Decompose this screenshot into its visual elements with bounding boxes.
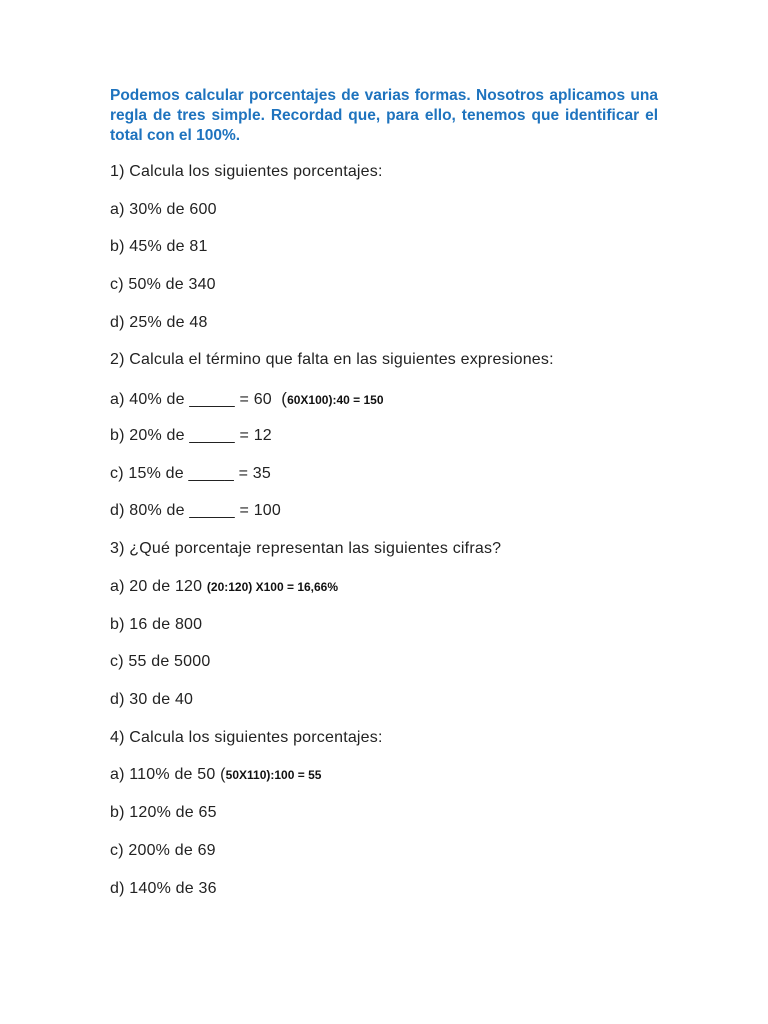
section2-hint: 60X100):40 = 150: [287, 393, 384, 407]
section4-item-a: [110, 766, 321, 784]
section2-item-d: d) 80% de _____ = 100: [110, 502, 282, 519]
section3-item-d: d) 30 de 40: [110, 691, 194, 708]
section4-item-b: b) 120% de 65: [110, 804, 217, 821]
section2-item-a-text: a) 40% de _____ = 60: [110, 391, 272, 408]
section4-title: 4) Calcula los siguientes porcentajes:: [110, 729, 383, 746]
intro-paragraph: Podemos calcular porcentajes de varias formas. Nosotros aplicamos una regla de tres simple. Recordad que, para ello, tenemos que identificar el total con el 100%.: [110, 87, 658, 144]
section1-title: 1) Calcula los siguientes porcentajes:: [110, 163, 383, 180]
section3-title: 3) ¿Qué porcentaje representan las siguientes cifras?: [110, 540, 502, 557]
section3-item-a-text: a) 20 de 120: [110, 578, 203, 595]
section4-item-d: d) 140% de 36: [110, 880, 217, 897]
section2-item-c: c) 15% de _____ = 35: [110, 465, 272, 482]
section2-hint-paren: (: [281, 389, 288, 408]
section4-item-c: c) 200% de 69: [110, 842, 216, 859]
section2-title: 2) Calcula el término que falta en las siguientes expresiones:: [110, 351, 554, 368]
section1-item-d: d) 25% de 48: [110, 314, 208, 331]
section2-item-b: b) 20% de _____ = 12: [110, 427, 272, 444]
section3-item-c: c) 55 de 5000: [110, 653, 211, 670]
section3-item-a: [110, 578, 338, 596]
section3-item-b: b) 16 de 800: [110, 616, 203, 633]
section1-item-a: a) 30% de 600: [110, 201, 217, 218]
section4-item-a-text: a) 110% de 50 (: [110, 766, 226, 783]
section4-hint: 50X110):100 = 55: [225, 768, 322, 782]
section2-item-a: [110, 389, 384, 409]
section1-item-c: c) 50% de 340: [110, 276, 216, 293]
section1-item-b: b) 45% de 81: [110, 238, 208, 255]
section3-hint: (20:120) X100 = 16,66%: [206, 580, 339, 594]
